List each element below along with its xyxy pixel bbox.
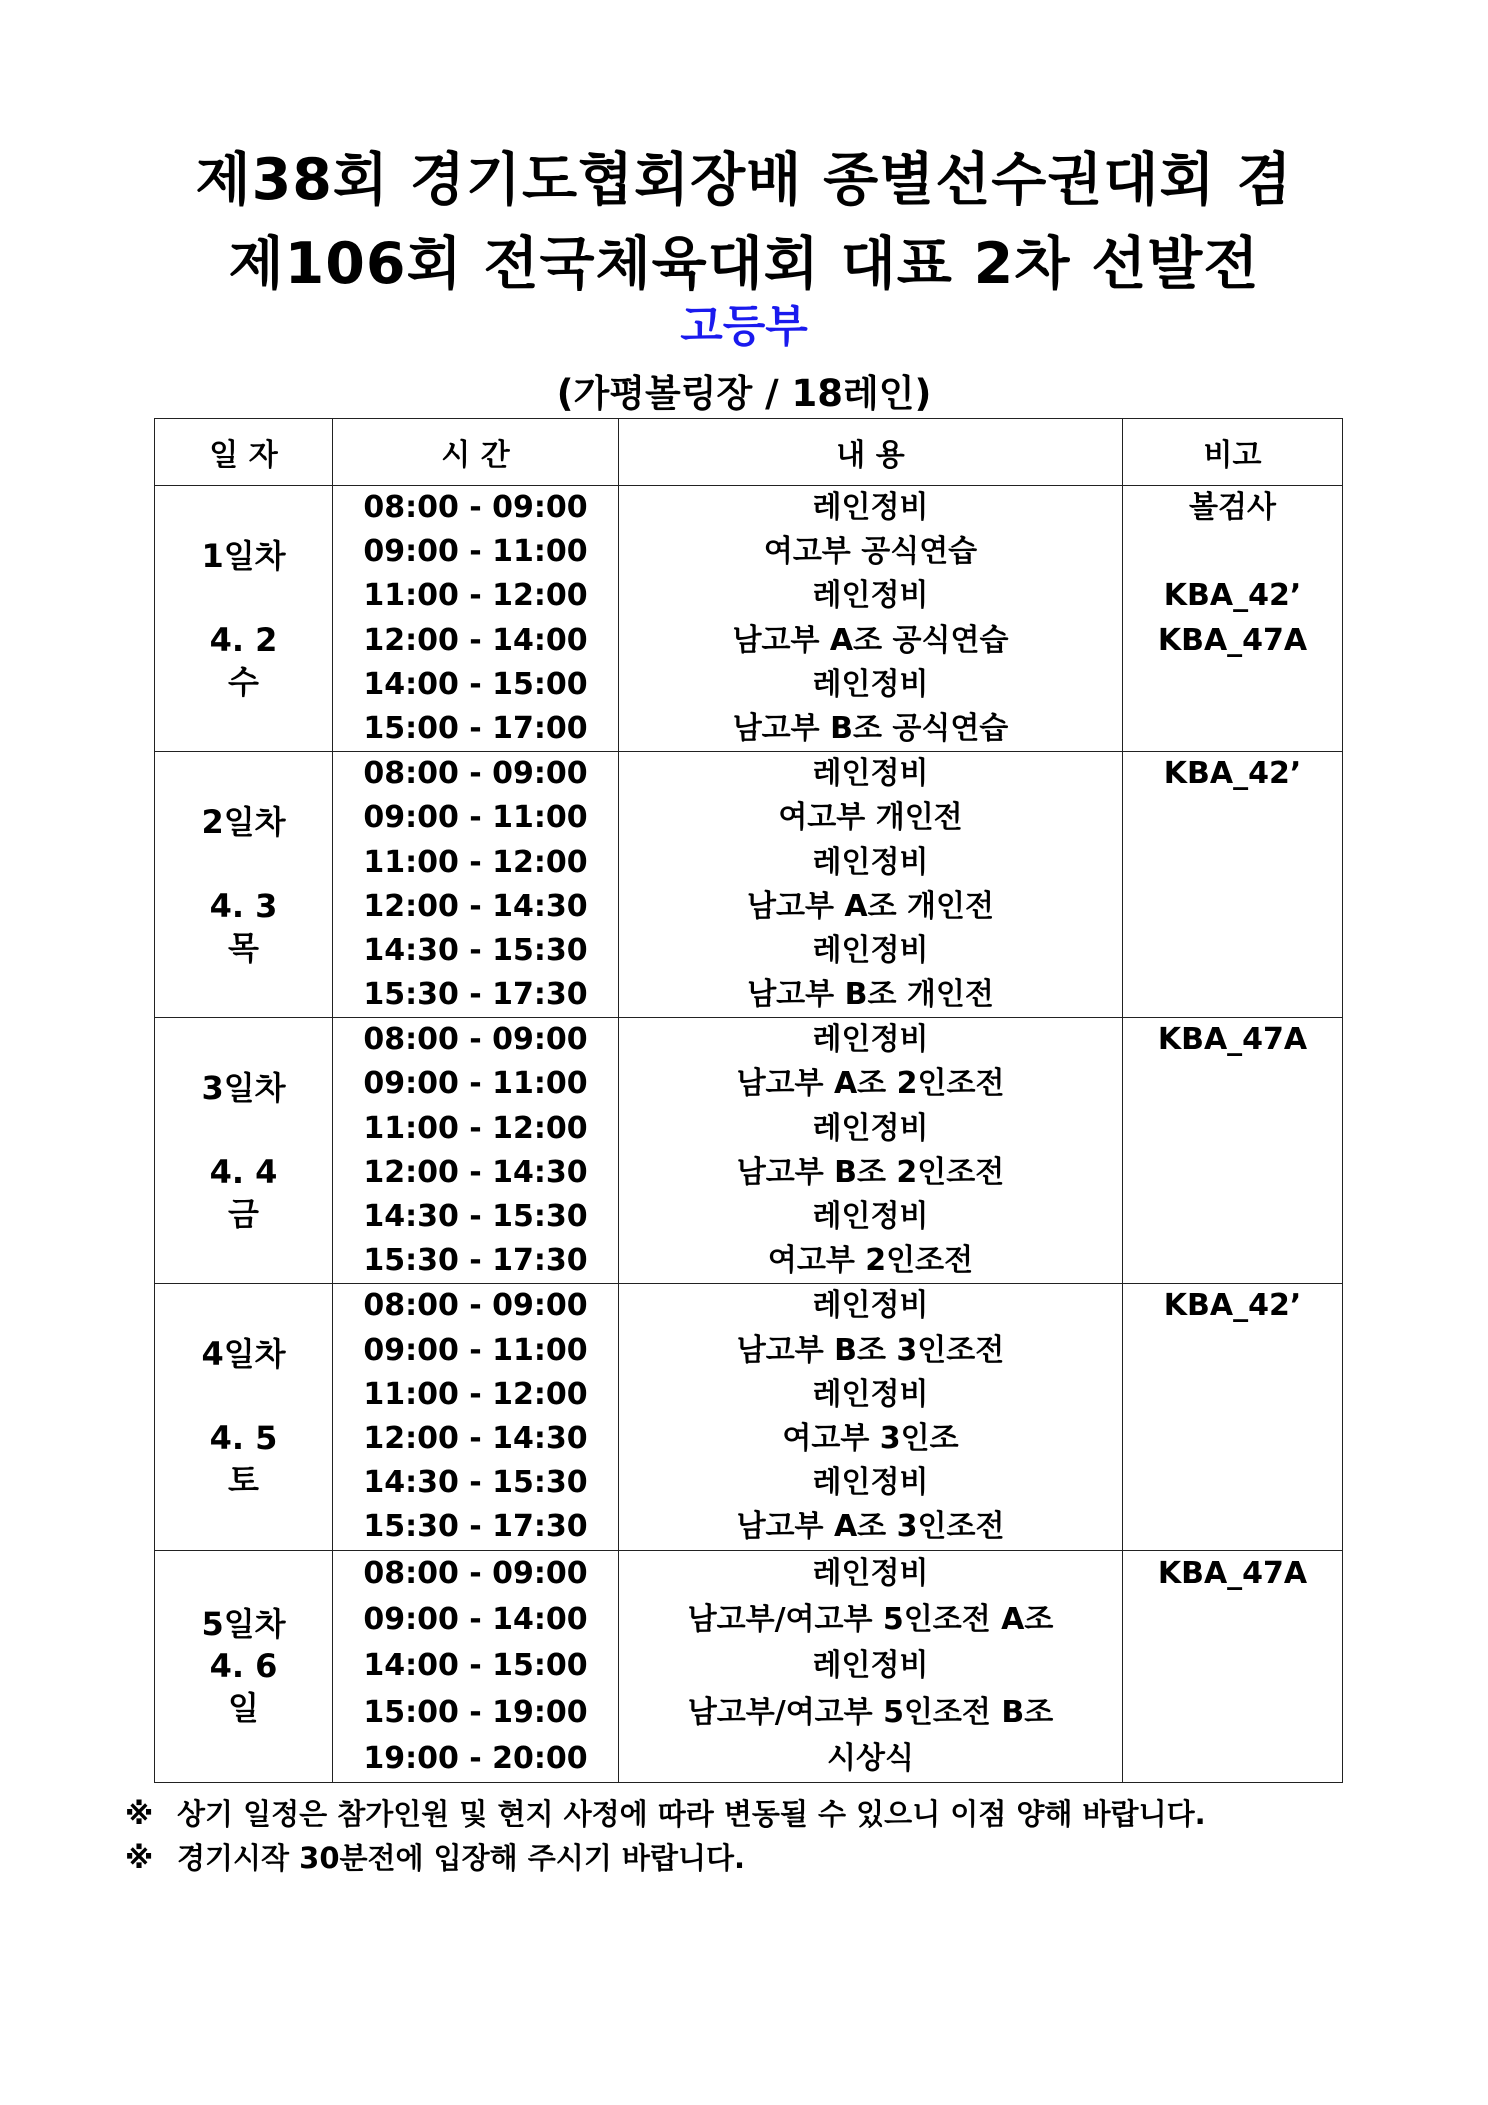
event-note	[1123, 1643, 1342, 1689]
day-cell	[155, 1018, 333, 1284]
time-slot: 19:00 - 20:00	[363, 1741, 588, 1777]
table-row-day-4	[155, 1284, 1343, 1550]
note-cell	[1123, 752, 1343, 1018]
table-row-day-2	[155, 752, 1343, 1018]
column-header-content: 내 용	[619, 419, 1123, 486]
event-note	[1123, 1373, 1342, 1417]
event-note	[1123, 707, 1342, 751]
venue-label: (가평볼링장 / 18레인)	[556, 372, 932, 415]
event-note	[1123, 1239, 1342, 1283]
event-content: 레인정비	[812, 844, 929, 880]
table-row-day-1	[155, 486, 1343, 752]
event-note	[1123, 973, 1342, 1017]
day-date: 4. 4	[209, 1152, 278, 1191]
content-cell	[619, 1284, 1123, 1550]
time-cell	[333, 486, 619, 752]
event-content: 남고부/여고부 5인조전 A조	[687, 1601, 1054, 1637]
day-weekday: 목	[228, 928, 259, 967]
reference-mark: ※	[125, 1797, 154, 1831]
event-note	[1123, 885, 1342, 929]
event-content: 레인정비	[812, 1376, 929, 1412]
table-header-row	[155, 419, 1343, 486]
event-content: 레인정비	[812, 1110, 929, 1146]
event-content: 남고부/여고부 5인조전 B조	[687, 1694, 1054, 1730]
time-slot: 11:00 - 12:00	[363, 578, 588, 614]
event-note	[1123, 796, 1342, 840]
reference-mark: ※	[125, 1841, 154, 1875]
column-header-note: 비고	[1123, 419, 1343, 486]
time-slot: 12:00 - 14:30	[363, 1420, 588, 1456]
event-note	[1123, 1062, 1342, 1106]
column-header-time: 시 간	[333, 419, 619, 486]
event-note	[1123, 530, 1342, 574]
content-cell	[619, 486, 1123, 752]
day-weekday: 일	[228, 1689, 259, 1728]
time-slot: 08:00 - 09:00	[363, 490, 588, 525]
table-row-day-3	[155, 1018, 1343, 1284]
event-content: 시상식	[827, 1741, 914, 1777]
event-content: 남고부 B조 개인전	[747, 977, 994, 1013]
time-slot: 14:30 - 15:30	[363, 1465, 588, 1501]
time-cell	[333, 1284, 619, 1550]
event-content: 남고부 B조 3인조전	[736, 1332, 1005, 1368]
event-content: 레인정비	[812, 1199, 929, 1234]
note-cell	[1123, 1284, 1343, 1550]
day-weekday: 금	[228, 1194, 259, 1233]
event-note	[1123, 1417, 1342, 1461]
time-slot: 14:30 - 15:30	[363, 932, 588, 968]
content-cell	[619, 752, 1123, 1018]
event-note	[1123, 1107, 1342, 1151]
event-note	[1123, 1736, 1342, 1782]
schedule-table	[154, 418, 1343, 1783]
content-cell	[619, 1018, 1123, 1284]
day-label: 5일차	[201, 1605, 286, 1644]
event-content: 레인정비	[812, 932, 929, 968]
event-note	[1123, 929, 1342, 973]
day-date: 4. 2	[209, 620, 278, 659]
time-slot: 09:00 - 11:00	[363, 800, 588, 836]
event-content: 남고부 A조 3인조전	[736, 1509, 1005, 1545]
day-date: 4. 5	[209, 1418, 278, 1457]
event-content: 여고부 공식연습	[763, 534, 978, 570]
time-slot: 12:00 - 14:30	[363, 888, 588, 924]
time-slot: 12:00 - 14:30	[363, 1154, 588, 1190]
time-slot: 11:00 - 12:00	[363, 1110, 588, 1146]
event-note: 볼검사	[1189, 490, 1276, 525]
note-cell	[1123, 1550, 1343, 1783]
event-note: KBA_47A	[1157, 1555, 1308, 1591]
time-slot: 15:30 - 17:30	[363, 1509, 588, 1545]
event-content: 레인정비	[812, 578, 929, 614]
time-slot: 11:00 - 12:00	[363, 844, 588, 880]
event-content: 레인정비	[812, 1555, 929, 1591]
time-slot: 14:00 - 15:00	[363, 1648, 588, 1684]
event-content: 레인정비	[812, 1648, 929, 1684]
time-slot: 09:00 - 11:00	[363, 534, 588, 570]
event-content: 레인정비	[812, 1465, 929, 1501]
event-note	[1123, 1505, 1342, 1549]
event-content: 남고부 B조 공식연습	[732, 710, 1009, 746]
event-note	[1123, 663, 1342, 707]
day-date: 4. 3	[209, 886, 278, 925]
day-cell	[155, 1284, 333, 1550]
time-slot: 11:00 - 12:00	[363, 1376, 588, 1412]
title-line-2: 제106회 전국체육대회 대표 2차 선발전	[228, 231, 1260, 297]
time-cell	[333, 1550, 619, 1783]
event-content: 레인정비	[812, 1022, 929, 1058]
time-slot: 08:00 - 09:00	[363, 1022, 588, 1058]
event-note	[1123, 1329, 1342, 1373]
note-cell	[1123, 486, 1343, 752]
event-note	[1123, 1690, 1342, 1736]
day-weekday: 수	[228, 662, 259, 701]
event-content: 남고부 A조 개인전	[747, 888, 994, 924]
column-header-date: 일 자	[155, 419, 333, 486]
event-note	[1123, 1151, 1342, 1195]
time-cell	[333, 752, 619, 1018]
event-note: KBA_47A	[1157, 1022, 1308, 1058]
time-slot: 08:00 - 09:00	[363, 1555, 588, 1591]
time-slot: 15:00 - 19:00	[363, 1694, 588, 1730]
event-content: 여고부 2인조전	[767, 1243, 974, 1279]
event-content: 레인정비	[812, 1288, 929, 1324]
table-row-day-5	[155, 1550, 1343, 1783]
footnote	[125, 1836, 745, 1877]
time-slot: 08:00 - 09:00	[363, 756, 588, 792]
division-label: 고등부	[680, 301, 808, 352]
event-content: 레인정비	[812, 666, 929, 702]
event-note	[1123, 1195, 1342, 1239]
time-slot: 15:30 - 17:30	[363, 977, 588, 1013]
event-note: KBA_42’	[1163, 756, 1302, 792]
day-label: 1일차	[201, 536, 286, 575]
time-cell	[333, 1018, 619, 1284]
event-note	[1123, 1597, 1342, 1643]
time-slot: 14:30 - 15:30	[363, 1199, 588, 1234]
event-note: KBA_42’	[1163, 578, 1302, 614]
time-slot: 09:00 - 11:00	[363, 1066, 588, 1102]
day-cell	[155, 752, 333, 1018]
footnote	[125, 1792, 1206, 1833]
day-weekday: 토	[228, 1460, 259, 1499]
day-label: 2일차	[201, 802, 286, 841]
title-line-1: 제38회 경기도협회장배 종별선수권대회 겸	[195, 147, 1293, 213]
day-label: 4일차	[201, 1334, 286, 1373]
event-content: 여고부 3인조	[782, 1420, 959, 1456]
event-content: 남고부 B조 2인조전	[736, 1154, 1005, 1190]
time-slot: 15:30 - 17:30	[363, 1243, 588, 1279]
note-cell	[1123, 1018, 1343, 1284]
content-cell	[619, 1550, 1123, 1783]
day-label: 3일차	[201, 1068, 286, 1107]
event-note	[1123, 841, 1342, 885]
time-slot: 14:00 - 15:00	[363, 666, 588, 702]
event-content: 여고부 개인전	[778, 800, 963, 836]
event-content: 남고부 A조 2인조전	[736, 1066, 1005, 1102]
time-slot: 09:00 - 14:00	[363, 1601, 588, 1637]
event-note: KBA_47A	[1157, 622, 1308, 658]
footnote-text: 상기 일정은 참가인원 및 현지 사정에 따라 변동될 수 있으니 이점 양해 바랍니다.	[177, 1797, 1206, 1831]
day-cell	[155, 486, 333, 752]
day-cell	[155, 1550, 333, 1783]
time-slot: 12:00 - 14:00	[363, 622, 588, 658]
event-note: KBA_42’	[1163, 1288, 1302, 1324]
event-content: 남고부 A조 공식연습	[732, 622, 1009, 658]
day-date: 4. 6	[209, 1647, 278, 1686]
event-note	[1123, 1461, 1342, 1505]
time-slot: 08:00 - 09:00	[363, 1288, 588, 1324]
footnote-text: 경기시작 30분전에 입장해 주시기 바랍니다.	[177, 1841, 745, 1875]
time-slot: 15:00 - 17:00	[363, 710, 588, 746]
time-slot: 09:00 - 11:00	[363, 1332, 588, 1368]
event-content: 레인정비	[812, 756, 929, 792]
event-content: 레인정비	[812, 490, 929, 525]
